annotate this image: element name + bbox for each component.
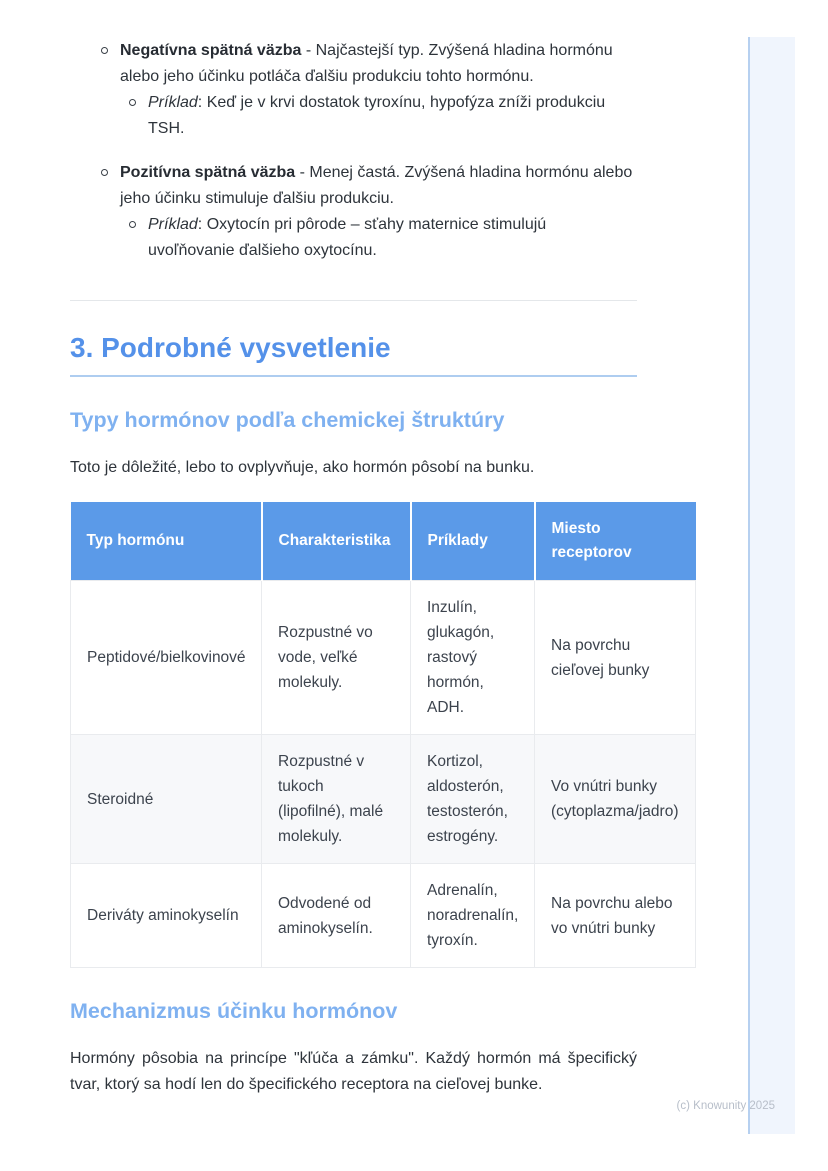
list-item-example (128, 90, 637, 142)
table-row-amino-derivatives (71, 864, 696, 968)
list-item-text (120, 38, 637, 90)
section-divider (70, 300, 637, 301)
example-sublist (100, 212, 637, 264)
bullet-circle-icon (129, 99, 136, 106)
table-header-row (71, 502, 696, 581)
example-label: Príklad (148, 216, 198, 233)
table-cell: Vo vnútri bunky (cytoplazma/jadro) (535, 735, 696, 864)
term-description: - Najčastejší typ. Zvýšená hladina hormónu alebo jeho účinku potláča ďalšiu produkciu tohto hormónu. (120, 42, 613, 85)
table-cell: Odvodené od aminokyselín. (262, 864, 411, 968)
example-text (148, 90, 637, 142)
table-cell: Na povrchu cieľovej bunky (535, 581, 696, 735)
bullet-circle-icon (101, 47, 108, 54)
subheading-hormone-types: Typy hormónov podľa chemickej štruktúry (70, 408, 505, 432)
table-cell: Deriváty aminokyselín (71, 864, 262, 968)
table-cell: Adrenalín, noradrenalín, tyroxín. (411, 864, 535, 968)
column-header-characteristics: Charakteristika (262, 502, 411, 581)
list-item-example (128, 212, 637, 264)
table-row-peptide (71, 581, 696, 735)
term-positive-feedback: Pozitívna spätná väzba (120, 164, 296, 181)
intro-paragraph: Toto je dôležité, lebo to ovplyvňuje, ako hormón pôsobí na bunku. (70, 459, 535, 476)
table-cell: Steroidné (71, 735, 262, 864)
table-cell: Inzulín, glukagón, rastový hormón, ADH. (411, 581, 535, 735)
feedback-types-list (70, 38, 637, 264)
column-header-receptor-location: Miesto receptorov (535, 502, 696, 581)
example-body: : Oxytocín pri pôrode – sťahy maternice stimulujú uvoľňovanie ďalšieho oxytocínu. (148, 216, 547, 259)
table-cell: Kortizol, aldosterón, testosterón, estrogény. (411, 735, 535, 864)
example-label: Príklad (148, 94, 198, 111)
column-header-type: Typ hormónu (71, 502, 262, 581)
table-row-steroid (71, 735, 696, 864)
hormone-types-table (70, 502, 696, 968)
section-heading: 3. Podrobné vysvetlenie (70, 331, 637, 377)
copyright-footer: (c) Knowunity 2025 (676, 1100, 775, 1112)
bullet-circle-icon (129, 221, 136, 228)
example-sublist (100, 90, 637, 142)
example-text (148, 212, 637, 264)
list-item-text (120, 160, 637, 212)
mechanism-paragraph: Hormóny pôsobia na princípe "kľúča a zámku". Každý hormón má špecifický tvar, ktorý sa hodí len do špecifického receptora na cieľovej bunke. (70, 1050, 637, 1093)
bullet-circle-icon (101, 169, 108, 176)
table-cell: Peptidové/bielkovinové (71, 581, 262, 735)
example-body: : Keď je v krvi dostatok tyroxínu, hypofýza zníži produkciu TSH. (148, 94, 606, 137)
table-cell: Rozpustné vo vode, veľké molekuly. (262, 581, 411, 735)
scrollbar-track[interactable] (748, 37, 795, 1134)
column-header-examples: Príklady (411, 502, 535, 581)
table-cell: Rozpustné v tukoch (lipofilné), malé molekuly. (262, 735, 411, 864)
list-item-negative-feedback (100, 38, 637, 142)
subheading-mechanism: Mechanizmus účinku hormónov (70, 999, 398, 1023)
table-cell: Na povrchu alebo vo vnútri bunky (535, 864, 696, 968)
document-content (70, 0, 679, 1098)
term-negative-feedback: Negatívna spätná väzba (120, 42, 302, 59)
term-description: - Menej častá. Zvýšená hladina hormónu alebo jeho účinku stimuluje ďalšiu produkciu. (120, 164, 633, 207)
list-item-positive-feedback (100, 160, 637, 264)
